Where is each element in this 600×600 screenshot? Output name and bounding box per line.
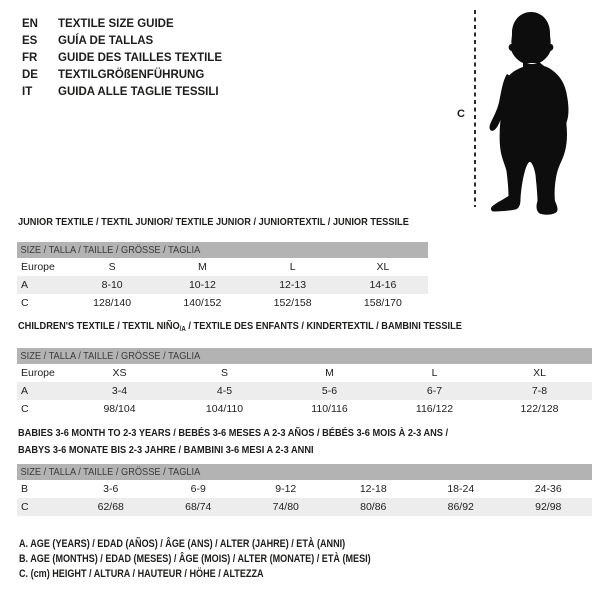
size-cell: XL	[533, 367, 546, 379]
size-cell: 62/68	[97, 501, 124, 513]
size-cell: 86/92	[447, 501, 474, 513]
children-title-suffix: / TEXTILE DES ENFANTS / KINDERTEXTIL / BAMBINI TESSILE	[185, 320, 462, 332]
size-cell: 98/104	[103, 403, 136, 415]
lang-row-es	[22, 32, 222, 49]
table-row	[17, 276, 428, 294]
lang-label: GUIDA ALLE TAGLIE TESSILI	[58, 85, 219, 98]
lang-label: TEXTILGRÖßENFÜHRUNG	[58, 68, 205, 81]
children-section-title	[18, 320, 462, 333]
size-cell: S	[220, 367, 228, 379]
lang-code: FR	[22, 51, 38, 64]
lang-label: GUÍA DE TALLAS	[58, 34, 154, 47]
children-size-table	[17, 348, 592, 418]
measure-legend	[19, 537, 438, 582]
row-label: A	[21, 279, 29, 291]
size-cell: 68/74	[185, 501, 212, 513]
size-cell: 6-7	[426, 385, 443, 397]
legend-line-c: C. (cm) HEIGHT / ALTURA / HAUTEUR / HÖHE / ALTEZZA	[19, 568, 264, 580]
row-label: A	[21, 385, 29, 397]
size-header-bar	[17, 242, 428, 258]
size-cell: 14-16	[369, 279, 397, 291]
size-cell: 152/158	[273, 297, 312, 309]
row-label: B	[21, 483, 29, 495]
lang-label: TEXTILE SIZE GUIDE	[58, 17, 174, 30]
size-cell: 8-10	[101, 279, 123, 291]
size-cell: M	[325, 367, 334, 379]
size-cell: 104/110	[205, 403, 244, 415]
lang-label: GUIDE DES TAILLES TEXTILE	[58, 51, 222, 64]
size-cell: 80/86	[360, 501, 387, 513]
row-label: Europe	[21, 367, 55, 379]
lang-code: DE	[22, 68, 38, 81]
table-row	[17, 400, 592, 418]
baby-silhouette-icon	[478, 5, 578, 215]
size-cell: 12-18	[359, 483, 387, 495]
size-cell: 122/128	[520, 403, 559, 415]
size-cell: 110/116	[311, 403, 348, 415]
size-cell: 4-5	[216, 385, 233, 397]
size-cell: XS	[112, 367, 127, 379]
size-cell: 7-8	[531, 385, 548, 397]
size-cell: 3-4	[111, 385, 128, 397]
size-cell: 18-24	[447, 483, 475, 495]
lang-row-de	[22, 66, 222, 83]
row-label: C	[21, 297, 29, 309]
babies-title-line1: BABIES 3-6 MONTH TO 2-3 YEARS / BEBÉS 3-6 MESES A 2-3 AÑOS / BÉBÉS 3-6 MOIS À 2-3 ANS /	[18, 427, 449, 439]
lang-code: EN	[22, 17, 38, 30]
lang-row-fr	[22, 49, 222, 66]
language-header	[22, 15, 222, 100]
size-cell: 140/152	[183, 297, 222, 309]
table-row	[17, 294, 428, 312]
lang-code: ES	[22, 34, 38, 47]
size-header-label: SIZE / TALLA / TAILLE / GRÖSSE / TAGLIA	[20, 350, 201, 362]
junior-section-title: JUNIOR TEXTILE / TEXTIL JUNIOR/ TEXTILE JUNIOR / JUNIORTEXTIL / JUNIOR TESSILE	[18, 216, 409, 228]
size-cell: XL	[376, 261, 390, 273]
children-title-prefix: CHILDREN'S TEXTILE / TEXTIL NIÑO	[18, 320, 180, 332]
size-cell: 12-13	[279, 279, 307, 291]
size-header-bar	[17, 348, 592, 364]
lang-row-en	[22, 15, 222, 32]
lang-row-it	[22, 83, 222, 100]
size-cell: 116/122	[415, 403, 454, 415]
lang-code: IT	[22, 85, 33, 98]
size-cell: 24-36	[534, 483, 562, 495]
babies-title-line2: BABYS 3-6 MONATE BIS 2-3 JAHRE / BAMBINI 3-6 MESI A 2-3 ANNI	[18, 443, 314, 456]
size-header-bar	[17, 464, 592, 480]
height-measure-label: C	[457, 108, 465, 120]
size-cell: 74/80	[272, 501, 299, 513]
row-label: C	[21, 501, 29, 513]
table-row	[17, 364, 592, 382]
table-row	[17, 480, 592, 498]
size-cell: 5-6	[321, 385, 338, 397]
size-cell: M	[198, 261, 207, 273]
babies-size-table	[17, 464, 592, 516]
table-row	[17, 258, 428, 276]
size-cell: 9-12	[275, 483, 297, 495]
children-title-subscript: /A	[179, 326, 186, 333]
height-measure-line	[474, 10, 476, 207]
size-cell: S	[108, 261, 116, 273]
size-cell: 128/140	[93, 297, 132, 309]
size-header-label: SIZE / TALLA / TAILLE / GRÖSSE / TAGLIA	[20, 466, 201, 478]
size-cell: 92/98	[535, 501, 562, 513]
size-cell: L	[289, 261, 296, 273]
size-header-label: SIZE / TALLA / TAILLE / GRÖSSE / TAGLIA	[20, 244, 201, 256]
junior-size-table	[17, 242, 428, 312]
size-cell: 158/170	[363, 297, 402, 309]
table-row	[17, 382, 592, 400]
size-cell: 6-9	[190, 483, 206, 495]
size-cell: 3-6	[103, 483, 119, 495]
row-label: C	[21, 403, 29, 415]
size-cell: 10-12	[188, 279, 216, 291]
table-row	[17, 498, 592, 516]
baby-figure	[450, 5, 600, 217]
babies-section-title	[18, 425, 448, 458]
size-cell: L	[431, 367, 438, 379]
row-label: Europe	[21, 261, 55, 273]
legend-line-b: B. AGE (MONTHS) / EDAD (MESES) / ÂGE (MOIS) / ALTER (MONATE) / ETÀ (MESI)	[19, 553, 371, 565]
legend-line-a: A. AGE (YEARS) / EDAD (AÑOS) / ÂGE (ANS) / ALTER (JAHRE) / ETÀ (ANNI)	[19, 538, 346, 550]
